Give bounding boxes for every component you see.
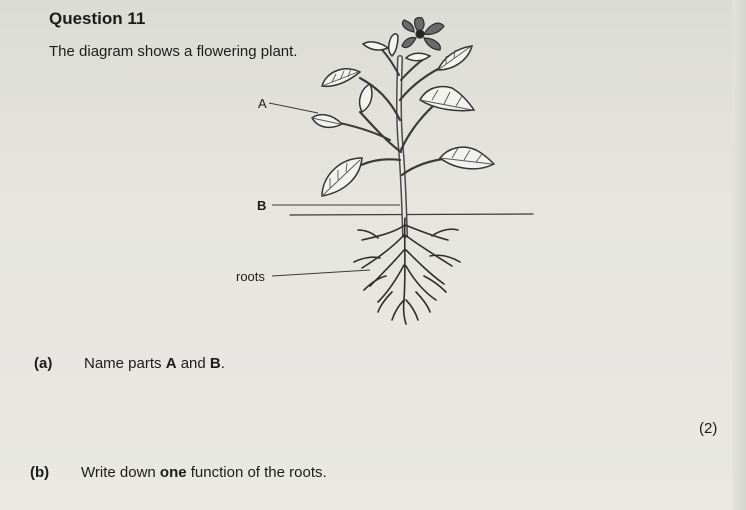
leaf [406, 53, 430, 61]
label-b: B [257, 198, 267, 213]
part-a-marks: (2) [699, 420, 718, 437]
part-a-question: Name parts A and B. [84, 355, 225, 372]
label-line-a [269, 103, 318, 113]
part-b-label: (b) [30, 464, 50, 481]
part-b-question: Write down one function of the roots. [81, 464, 327, 481]
soil-line [290, 214, 533, 215]
branch [360, 112, 401, 152]
branch [401, 100, 440, 150]
label-roots: roots [236, 269, 265, 284]
question-intro: The diagram shows a flowering plant. [49, 43, 298, 60]
leaf [389, 34, 398, 56]
flower [402, 18, 444, 50]
branch [401, 58, 425, 80]
label-a: A [258, 96, 267, 111]
leaf [360, 84, 372, 112]
question-title: Question 11 [49, 9, 146, 28]
branch [335, 122, 390, 140]
label-line-roots [272, 270, 370, 276]
leaf [363, 42, 388, 50]
leaf [440, 147, 494, 169]
part-a-label: (a) [34, 355, 53, 372]
